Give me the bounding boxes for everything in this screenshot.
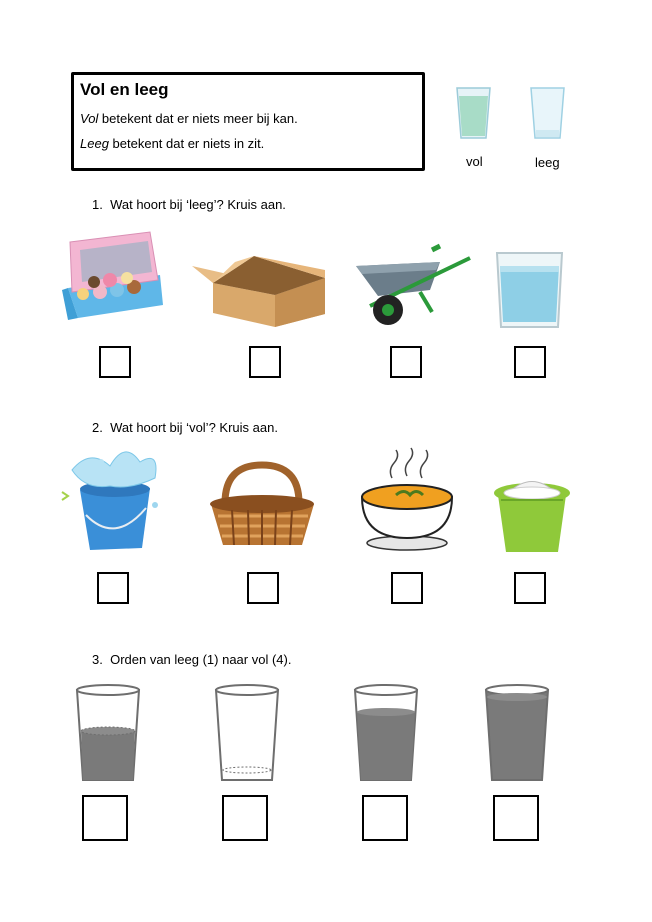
- q2-checkbox-yogurt-cup[interactable]: [514, 572, 546, 604]
- gray-glass-3-icon: [355, 685, 417, 780]
- page-title: Vol en leeg: [80, 80, 169, 99]
- definition-leeg-term: Leeg: [80, 136, 109, 151]
- definition-leeg-text: betekent dat er niets in zit.: [108, 136, 265, 151]
- question-2-number: 2.: [92, 420, 103, 435]
- wheelbarrow-icon: [356, 246, 470, 325]
- gray-glass-1-icon: [77, 685, 139, 780]
- question-1-number: 1.: [92, 197, 103, 212]
- q3-order-box-1[interactable]: [82, 795, 128, 841]
- q1-checkbox-wheelbarrow[interactable]: [390, 346, 422, 378]
- q3-order-box-2[interactable]: [222, 795, 268, 841]
- question-1: [92, 197, 286, 212]
- q2-checkbox-basket[interactable]: [247, 572, 279, 604]
- q3-order-box-3[interactable]: [362, 795, 408, 841]
- cardboard-box-icon: [192, 256, 325, 327]
- q1-checkbox-glass-of-water[interactable]: [514, 346, 546, 378]
- basket-icon: [210, 465, 314, 545]
- gray-glass-4-icon: [486, 685, 548, 780]
- label-leeg: leeg: [535, 155, 560, 170]
- definition-vol-text: betekent dat er niets meer bij kan.: [98, 111, 298, 126]
- question-1-text: Wat hoort bij ‘leeg’? Kruis aan.: [110, 197, 286, 212]
- yogurt-cup-icon: [494, 482, 570, 553]
- water-bucket-icon: [62, 452, 158, 550]
- empty-glass-icon: [531, 88, 564, 138]
- q2-checkbox-soup-bowl[interactable]: [391, 572, 423, 604]
- q2-checkbox-water-bucket[interactable]: [97, 572, 129, 604]
- soup-bowl-icon: [362, 448, 452, 550]
- question-3: [92, 652, 291, 667]
- glass-of-water-icon: [497, 253, 562, 327]
- definition-vol-term: Vol: [80, 111, 99, 126]
- label-vol: vol: [466, 154, 483, 169]
- question-3-text: Orden van leeg (1) naar vol (4).: [110, 652, 292, 667]
- full-glass-icon: [457, 88, 490, 138]
- q3-order-box-4[interactable]: [493, 795, 539, 841]
- q1-checkbox-donut-box[interactable]: [99, 346, 131, 378]
- gray-glass-2-icon: [216, 685, 278, 780]
- question-3-number: 3.: [92, 652, 103, 667]
- question-2: [92, 420, 278, 435]
- q1-checkbox-cardboard-box[interactable]: [249, 346, 281, 378]
- donut-box-icon: [62, 232, 163, 320]
- question-2-text: Wat hoort bij ‘vol’? Kruis aan.: [110, 420, 278, 435]
